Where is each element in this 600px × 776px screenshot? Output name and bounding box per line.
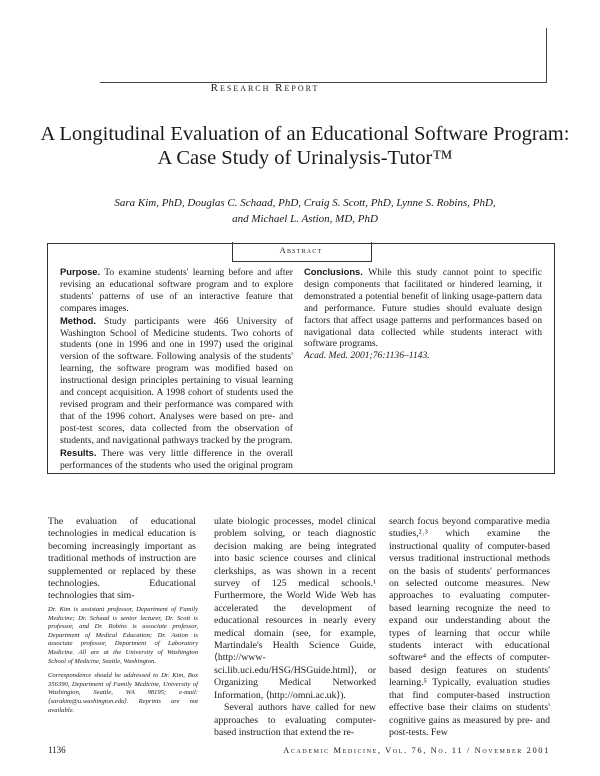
- abstract-method: [60, 315, 293, 447]
- abstract-results: [60, 447, 293, 471]
- body-paragraph: ulate biologic processes, model clinical problem solving, or teach diagnostic decision making are being integrated into basic science courses and clinical clerkships, as was shown in a recent survey of 125 medical schools.¹ Furthermore, the World Wide Web has accelerated the development of educational resources in nearly every medical domain (see, for example, Martindale's Health Science Guide, ⟨http://www-sci.lib.uci.edu/HSG/HSGuide.html⟩, or Organizing Medical Networked Information, ⟨http://omni.ac.uk⟩).: [214, 516, 376, 701]
- body-paragraph: The evaluation of educational technologies in medical education is becoming increasingly important as traditional methods of instruction are supplemented or replaced by these technologies. Educational technologies that sim-: [48, 516, 196, 602]
- affiliations-note: Dr. Kim is assistant professor, Department of Family Medicine; Dr. Schaad is senior lecturer, Dr. Scott is professor, and Dr. Robins is associate professor, Department of Medical Education; Dr. Astion is associate professor, Department of Laboratory Medicine. All are at the University of Washington School of Medicine, Seattle, Washington.: [48, 606, 198, 665]
- abstract-citation: Acad. Med. 2001;76:1136–1143.: [304, 350, 430, 362]
- method-label: Method.: [60, 314, 96, 326]
- header-rule-vertical: [546, 28, 547, 83]
- journal-footer: Academic Medicine, Vol. 76, No. 11 / November 2001: [283, 745, 550, 755]
- author-list: [80, 195, 530, 227]
- purpose-text: To examine students' learning before and after revising an educational software program and to explore students' patterns of use of an interactive feature that compares images.: [60, 267, 293, 314]
- body-paragraph: Several authors have called for new approaches to evaluating computer-based instruction that extend the re-: [214, 702, 376, 738]
- correspondence-note: Correspondence should be addressed to Dr. Kim, Box 356390, Department of Family Medicine, University of Washington, Seattle, WA 98195; e-mail: ⟨sarakim@u.washington.edu⟩. Reprints are not available.: [48, 672, 198, 714]
- purpose-label: Purpose.: [60, 266, 101, 277]
- abstract-label: Abstract: [279, 245, 323, 255]
- body-column-1: [48, 516, 196, 603]
- abstract-column-right: [304, 266, 542, 362]
- body-column-3: [389, 516, 550, 739]
- body-column-2: [214, 516, 376, 739]
- page-number: 1136: [48, 745, 66, 755]
- abstract-purpose: [60, 266, 293, 315]
- results-text: There was very little difference in the overall performances of the students who used the original program: [60, 447, 293, 471]
- abstract-conclusions: [304, 266, 542, 350]
- author-line-2: and Michael L. Astion, MD, PhD: [232, 213, 378, 225]
- abstract-column-left: [60, 266, 293, 471]
- results-label: Results.: [60, 446, 97, 458]
- method-text: Study participants were 466 University of Washington School of Medicine students. Two cohorts of students (one in 1996 and one in 1997) used the original version of the software. Following analysis of the students' learning, the software program was modified based on instructional design principles pertaining to visual learning and concept acquisition. A 1998 cohort of students used the revised program and their performance was compared with that of the 1996 cohort. Analyses were based on pre- and post-test scores, data collected from the observation of students, and navigational pathways tracked by the program.: [60, 315, 293, 446]
- section-label: Research Report: [210, 82, 320, 94]
- article-title: A Longitudinal Evaluation of an Educational Software Program: A Case Study of Urinalysis-Tutor™: [40, 123, 570, 169]
- body-paragraph: search focus beyond comparative media studies,²˒³ which examine the instructional quality of computer-based versus traditional instructional methods on the basis of students' performances on selected outcome measures. New approaches to evaluating computer-based learning recognize the need to expand our understanding about the types of learning that occur while students interact with educational software⁴ and the effects of computer-based design features on students' learning.⁵ Typically, evaluation studies that find computer-based instruction effective base their claims on students' cognitive gains as measured by pre- and post-tests. Few: [389, 516, 550, 738]
- author-line-1: Sara Kim, PhD, Douglas C. Schaad, PhD, Craig S. Scott, PhD, Lynne S. Robins, PhD,: [114, 197, 496, 209]
- author-notes: [48, 606, 198, 721]
- conclusions-label: Conclusions.: [304, 266, 363, 277]
- conclusions-text: While this study cannot point to specific design components that facilitated or hindered learning, it demonstrated a potential benefit of linking usage-pattern data and performance. Future studies should evaluate design factors that affect usage patterns and performances based on navigational data collected while students interact with software programs.: [304, 267, 542, 350]
